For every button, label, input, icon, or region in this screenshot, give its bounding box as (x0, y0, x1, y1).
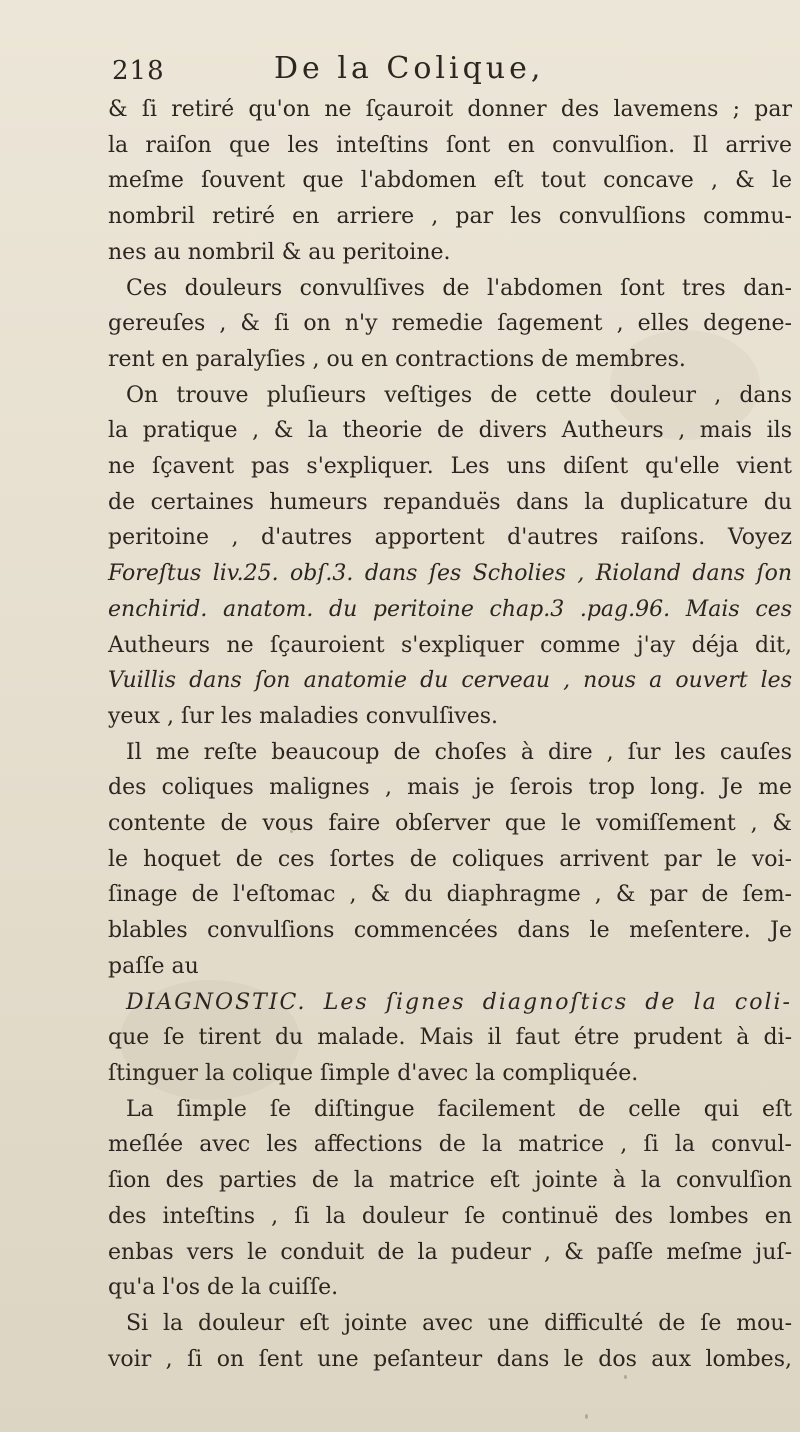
text-line: blables convulſions commencées dans le meſentere. Je (108, 918, 792, 944)
text-line: qu'a l'os de la cuiſſe. (108, 1275, 339, 1301)
foxing-spot (585, 1414, 588, 1419)
text-line: voir , ſi on ſent une peſanteur dans le dos aux lombes, (108, 1346, 792, 1372)
text-line: enbas vers le conduit de la pudeur , & paſſe meſme juſ- (108, 1239, 792, 1265)
text-line: Ces douleurs convulſives de l'abdomen ſont tres dan- (126, 275, 792, 301)
text-line: peritoine , d'autres apportent d'autres raiſons. Voyez (108, 525, 792, 551)
text-line: ſtinguer la colique ſimple d'avec la compliquée. (108, 1060, 639, 1086)
text-line: Si la douleur eſt jointe avec une difficulté de ſe mou- (126, 1310, 792, 1336)
text-line: meſlée avec les affections de la matrice , ſi la convul- (108, 1132, 792, 1158)
text-line: la raiſon que les inteſtins ſont en convulſion. Il arrive (108, 132, 792, 158)
citation-line: Foreſtus liv.25. obſ.3. dans ſes Scholies , Rioland dans ſon (108, 561, 792, 587)
text-line: paſſe au (108, 953, 199, 979)
text-line: la pratique , & la theorie de divers Autheurs , mais ils (108, 418, 792, 444)
text-line: & ſi retiré qu'on ne ſçauroit donner des lavemens ; par (108, 97, 792, 122)
citation-line: Vuillis dans ſon anatomie du cerveau , nous a ouvert les (108, 668, 792, 694)
text-line: nombril retiré en arriere , par les convulſions commu- (108, 204, 792, 230)
text-line: La ſimple ſe diſtingue facilement de celle qui eſt (126, 1096, 792, 1122)
text-line: rent en paralyſies , ou en contractions de membres. (108, 346, 686, 372)
text-line: de certaines humeurs repanduës dans la duplicature du (108, 489, 792, 515)
text-line: contente de vous faire obſerver que le vomiſſement , & (108, 811, 792, 837)
citation-line: enchirid. anatom. du peritoine chap.3 .pag.96. Mais ces (108, 596, 792, 622)
text-line: meſme ſouvent que l'abdomen eſt tout concave , & le (108, 168, 792, 194)
text-line: gereuſes , & ſi on n'y remedie ſagement , elles degene- (108, 311, 792, 337)
text-line: des coliques malignes , mais je ſerois trop long. Je me (108, 775, 792, 801)
section-heading-line: DIAGNOSTIC. Les ſignes diagnoſtics de la coli- (126, 989, 792, 1015)
text-line: que ſe tirent du malade. Mais il faut étre prudent à di- (108, 1025, 792, 1051)
text-line: Il me reſte beaucoup de choſes à dire , ſur les cauſes (126, 739, 792, 765)
text-line: ne ſçavent pas s'expliquer. Les uns diſent qu'elle vient (108, 454, 792, 480)
body-text (108, 92, 792, 1377)
running-head (112, 46, 788, 92)
page-number: 218 (112, 56, 165, 86)
text-line: Autheurs ne ſçauroient s'expliquer comme j'ay déja dit, (108, 632, 792, 658)
text-line: des inteſtins , ſi la douleur ſe continuë des lombes en (108, 1203, 792, 1229)
text-line: nes au nombril & au peritoine. (108, 239, 451, 265)
running-title: De la Colique, (274, 51, 545, 86)
text-line: On trouve pluſieurs veſtiges de cette douleur , dans (126, 382, 792, 408)
text-line: ſion des parties de la matrice eſt jointe à la convulſion (108, 1168, 792, 1194)
text-line: yeux , ſur les maladies convulſives. (108, 703, 498, 729)
text-line: ſinage de l'eſtomac , & du diaphragme , & par de ſem- (108, 882, 792, 908)
text-line: le hoquet de ces ſortes de coliques arrivent par le voi- (108, 846, 792, 872)
